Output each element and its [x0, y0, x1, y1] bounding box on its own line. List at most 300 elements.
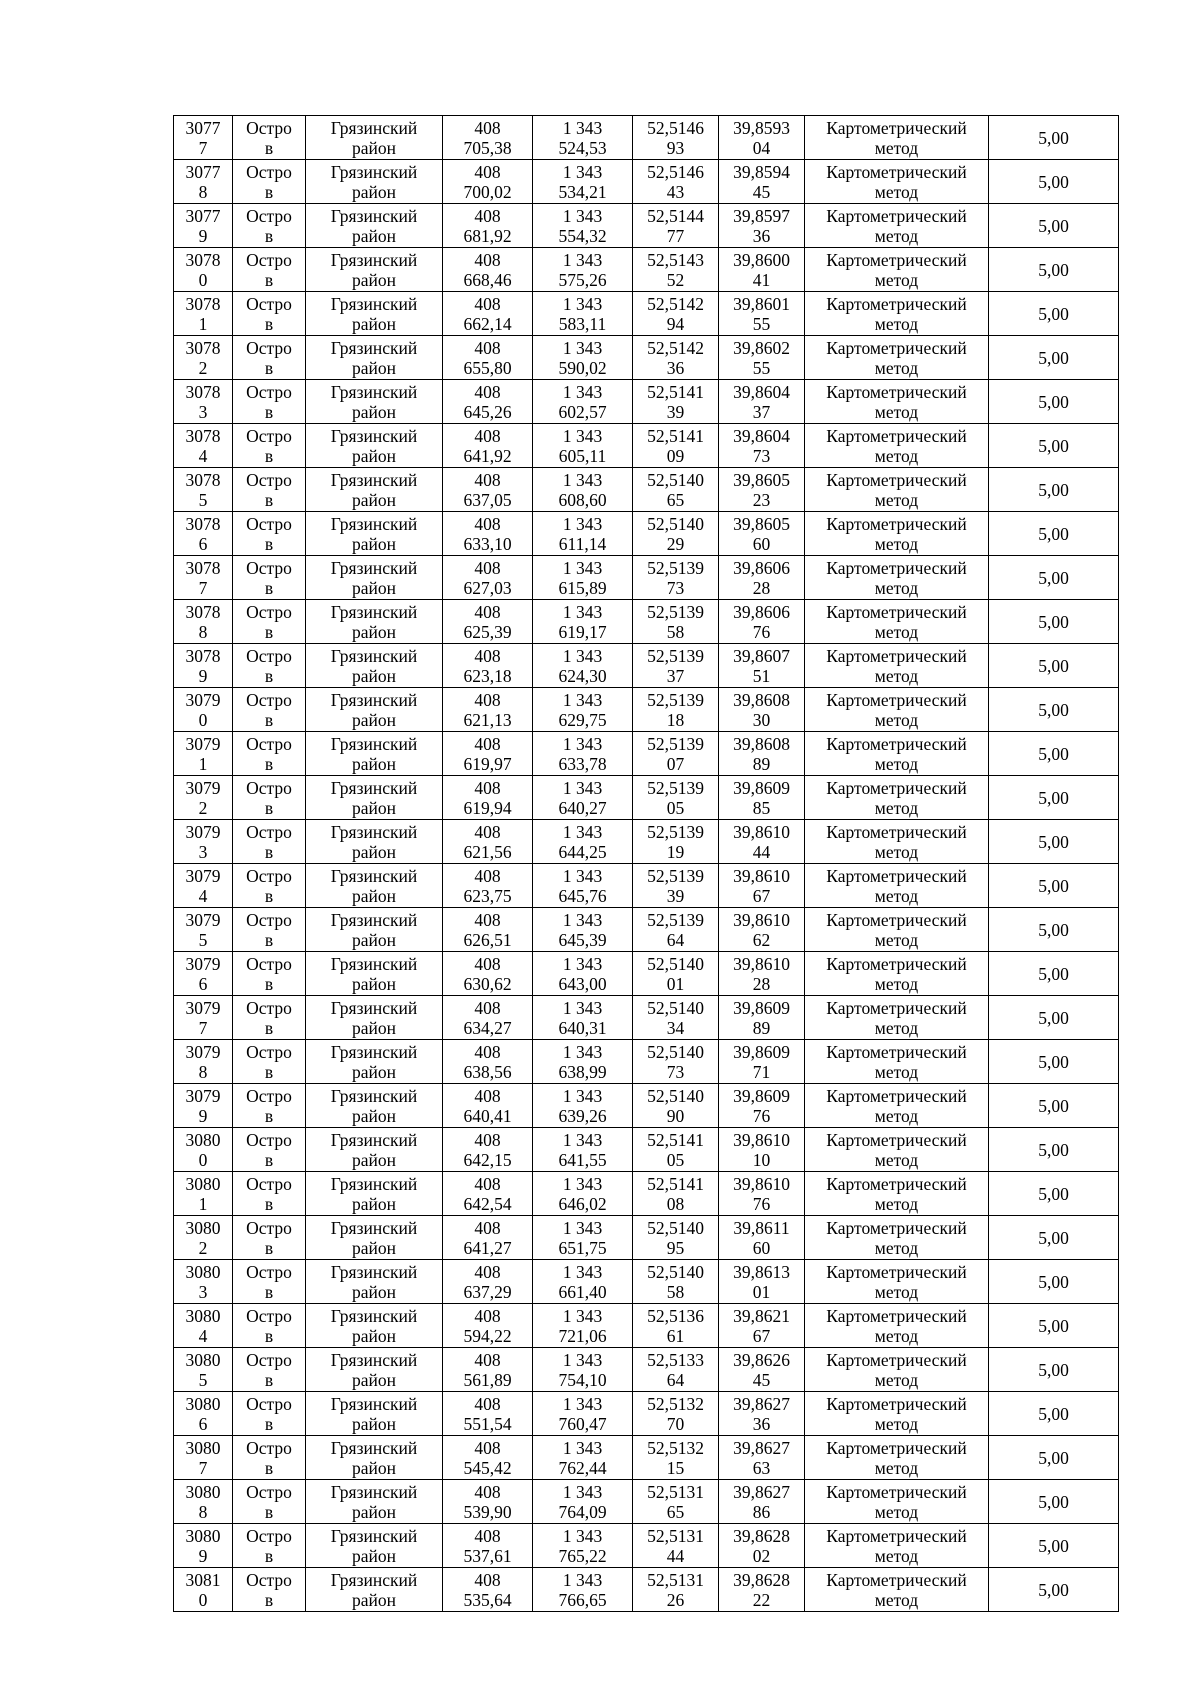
district-part1: Грязинский: [330, 381, 418, 402]
longitude-cell: [719, 1392, 805, 1436]
district-cell: [306, 1260, 443, 1304]
point-number-part1: 3079: [185, 1041, 221, 1062]
point-number-part1: 3079: [185, 689, 221, 710]
y-coordinate-cell: [533, 1480, 633, 1524]
point-number-part1: 3080: [185, 1393, 221, 1414]
x-coordinate-cell: [443, 820, 533, 864]
longitude-part1: 39,8609: [733, 997, 790, 1018]
accuracy-value: 5,00: [1038, 304, 1069, 324]
x-coordinate-part2: 625,39: [463, 621, 512, 642]
method-cell: [805, 556, 989, 600]
object-type-cell: [233, 556, 306, 600]
method-part2: метод: [874, 225, 919, 246]
x-coordinate-cell: [443, 732, 533, 776]
latitude-part2: 39: [666, 401, 685, 422]
district-part2: район: [352, 445, 396, 466]
y-coordinate-cell: [533, 380, 633, 424]
point-number-part1: 3078: [185, 293, 221, 314]
object-type-part2: в: [264, 489, 274, 510]
y-coordinate-cell: [533, 1436, 633, 1480]
latitude-part1: 52,5146: [647, 117, 704, 138]
accuracy-cell: [989, 160, 1119, 204]
method-part1: Картометрический: [826, 645, 967, 666]
district-part2: район: [352, 753, 396, 774]
point-number-part1: 3079: [185, 909, 221, 930]
table-row: [174, 644, 1119, 688]
y-coordinate-part1: 1 343: [562, 601, 603, 622]
method-part2: метод: [874, 885, 919, 906]
point-number-part1: 3079: [185, 821, 221, 842]
accuracy-value: 5,00: [1038, 1580, 1069, 1600]
longitude-part1: 39,8604: [733, 381, 790, 402]
y-coordinate-cell: [533, 1172, 633, 1216]
point-number-part1: 3080: [185, 1481, 221, 1502]
latitude-part2: 61: [666, 1325, 685, 1346]
y-coordinate-cell: [533, 1524, 633, 1568]
district-cell: [306, 864, 443, 908]
object-type-cell: [233, 1172, 306, 1216]
object-type-part2: в: [264, 1369, 274, 1390]
object-type-part2: в: [264, 1325, 274, 1346]
latitude-part2: 64: [666, 1369, 685, 1390]
x-coordinate-part1: 408: [474, 645, 501, 666]
method-cell: [805, 292, 989, 336]
x-coordinate-part2: 619,94: [463, 797, 512, 818]
table-row: [174, 1040, 1119, 1084]
point-number-cell: [174, 116, 233, 160]
object-type-part1: Остро: [246, 1481, 292, 1502]
longitude-part2: 45: [752, 181, 771, 202]
accuracy-cell: [989, 908, 1119, 952]
longitude-cell: [719, 644, 805, 688]
accuracy-value: 5,00: [1038, 1184, 1069, 1204]
point-number-cell: [174, 864, 233, 908]
y-coordinate-cell: [533, 336, 633, 380]
method-part1: Картометрический: [826, 1041, 967, 1062]
method-part2: метод: [874, 1017, 919, 1038]
longitude-part2: 22: [752, 1589, 771, 1610]
longitude-part2: 41: [752, 269, 771, 290]
latitude-part1: 52,5140: [647, 1085, 704, 1106]
point-number-part1: 3080: [185, 1129, 221, 1150]
x-coordinate-part2: 705,38: [463, 137, 512, 158]
x-coordinate-cell: [443, 336, 533, 380]
longitude-part1: 39,8611: [733, 1217, 790, 1238]
latitude-cell: [633, 424, 719, 468]
y-coordinate-cell: [533, 820, 633, 864]
object-type-part1: Остро: [246, 205, 292, 226]
latitude-part1: 52,5140: [647, 997, 704, 1018]
district-part1: Грязинский: [330, 1437, 418, 1458]
x-coordinate-part2: 619,97: [463, 753, 512, 774]
longitude-part2: 85: [752, 797, 771, 818]
district-part1: Грязинский: [330, 1569, 418, 1590]
x-coordinate-part2: 537,61: [463, 1545, 512, 1566]
point-number-cell: [174, 1480, 233, 1524]
district-part2: район: [352, 357, 396, 378]
longitude-cell: [719, 688, 805, 732]
object-type-cell: [233, 776, 306, 820]
district-part1: Грязинский: [330, 1393, 418, 1414]
y-coordinate-part1: 1 343: [562, 1217, 603, 1238]
object-type-cell: [233, 1216, 306, 1260]
y-coordinate-part1: 1 343: [562, 205, 603, 226]
y-coordinate-part1: 1 343: [562, 1173, 603, 1194]
point-number-cell: [174, 1392, 233, 1436]
y-coordinate-part1: 1 343: [562, 1569, 603, 1590]
object-type-cell: [233, 1040, 306, 1084]
district-part1: Грязинский: [330, 733, 418, 754]
method-cell: [805, 1304, 989, 1348]
y-coordinate-part1: 1 343: [562, 1041, 603, 1062]
x-coordinate-part2: 561,89: [463, 1369, 512, 1390]
latitude-cell: [633, 1304, 719, 1348]
longitude-part1: 39,8602: [733, 337, 790, 358]
table-row: [174, 1524, 1119, 1568]
district-cell: [306, 556, 443, 600]
latitude-cell: [633, 248, 719, 292]
longitude-cell: [719, 292, 805, 336]
object-type-part2: в: [264, 181, 274, 202]
y-coordinate-part1: 1 343: [562, 337, 603, 358]
method-part1: Картометрический: [826, 777, 967, 798]
object-type-part1: Остро: [246, 821, 292, 842]
x-coordinate-part1: 408: [474, 1261, 501, 1282]
longitude-cell: [719, 1304, 805, 1348]
object-type-part2: в: [264, 1545, 274, 1566]
method-part1: Картометрический: [826, 953, 967, 974]
object-type-part1: Остро: [246, 557, 292, 578]
point-number-cell: [174, 1128, 233, 1172]
y-coordinate-part2: 641,55: [558, 1149, 607, 1170]
longitude-cell: [719, 1260, 805, 1304]
latitude-part1: 52,5139: [647, 909, 704, 930]
method-part2: метод: [874, 1457, 919, 1478]
point-number-cell: [174, 1084, 233, 1128]
point-number-part1: 3078: [185, 249, 221, 270]
district-cell: [306, 1568, 443, 1612]
method-part1: Картометрический: [826, 1217, 967, 1238]
method-part1: Картометрический: [826, 1305, 967, 1326]
method-cell: [805, 1480, 989, 1524]
x-coordinate-part1: 408: [474, 293, 501, 314]
longitude-part1: 39,8610: [733, 865, 790, 886]
district-cell: [306, 248, 443, 292]
x-coordinate-cell: [443, 1436, 533, 1480]
district-cell: [306, 1216, 443, 1260]
district-part2: район: [352, 137, 396, 158]
method-cell: [805, 248, 989, 292]
point-number-cell: [174, 1524, 233, 1568]
x-coordinate-cell: [443, 776, 533, 820]
method-part1: Картометрический: [826, 249, 967, 270]
point-number-part1: 3077: [185, 161, 221, 182]
object-type-part2: в: [264, 797, 274, 818]
x-coordinate-part1: 408: [474, 1217, 501, 1238]
object-type-part1: Остро: [246, 161, 292, 182]
point-number-cell: [174, 1348, 233, 1392]
point-number-part1: 3080: [185, 1305, 221, 1326]
method-cell: [805, 1392, 989, 1436]
latitude-part1: 52,5132: [647, 1437, 704, 1458]
district-part1: Грязинский: [330, 557, 418, 578]
object-type-part2: в: [264, 1017, 274, 1038]
point-number-cell: [174, 908, 233, 952]
method-cell: [805, 424, 989, 468]
object-type-part1: Остро: [246, 117, 292, 138]
latitude-cell: [633, 644, 719, 688]
latitude-part1: 52,5140: [647, 513, 704, 534]
object-type-part1: Остро: [246, 689, 292, 710]
y-coordinate-part2: 638,99: [558, 1061, 607, 1082]
y-coordinate-part2: 661,40: [558, 1281, 607, 1302]
longitude-part2: 89: [752, 1017, 771, 1038]
method-part2: метод: [874, 665, 919, 686]
method-part2: метод: [874, 1589, 919, 1610]
district-part1: Грязинский: [330, 645, 418, 666]
y-coordinate-part2: 602,57: [558, 401, 607, 422]
y-coordinate-part1: 1 343: [562, 689, 603, 710]
longitude-part1: 39,8593: [733, 117, 790, 138]
object-type-part1: Остро: [246, 381, 292, 402]
y-coordinate-part2: 590,02: [558, 357, 607, 378]
point-number-part1: 3080: [185, 1173, 221, 1194]
point-number-cell: [174, 644, 233, 688]
method-part1: Картометрический: [826, 1173, 967, 1194]
x-coordinate-part1: 408: [474, 249, 501, 270]
y-coordinate-part1: 1 343: [562, 381, 603, 402]
longitude-part2: 55: [752, 357, 771, 378]
latitude-part1: 52,5141: [647, 1129, 704, 1150]
x-coordinate-part2: 638,56: [463, 1061, 512, 1082]
y-coordinate-part1: 1 343: [562, 953, 603, 974]
method-cell: [805, 776, 989, 820]
longitude-part1: 39,8621: [733, 1305, 790, 1326]
method-cell: [805, 1172, 989, 1216]
y-coordinate-part2: 640,27: [558, 797, 607, 818]
object-type-part1: Остро: [246, 1437, 292, 1458]
x-coordinate-part2: 637,05: [463, 489, 512, 510]
point-number-cell: [174, 512, 233, 556]
method-part1: Картометрический: [826, 1349, 967, 1370]
object-type-part2: в: [264, 1149, 274, 1170]
method-part2: метод: [874, 577, 919, 598]
longitude-part1: 39,8606: [733, 557, 790, 578]
method-part1: Картометрический: [826, 557, 967, 578]
x-coordinate-cell: [443, 908, 533, 952]
object-type-part1: Остро: [246, 909, 292, 930]
latitude-part1: 52,5141: [647, 425, 704, 446]
district-part2: район: [352, 577, 396, 598]
x-coordinate-cell: [443, 380, 533, 424]
longitude-part1: 39,8606: [733, 601, 790, 622]
object-type-cell: [233, 688, 306, 732]
y-coordinate-part1: 1 343: [562, 865, 603, 886]
accuracy-cell: [989, 1084, 1119, 1128]
x-coordinate-part1: 408: [474, 821, 501, 842]
point-number-part2: 6: [198, 533, 208, 554]
x-coordinate-part2: 645,26: [463, 401, 512, 422]
point-number-part2: 8: [198, 1501, 208, 1522]
object-type-part1: Остро: [246, 469, 292, 490]
point-number-part2: 3: [198, 841, 208, 862]
method-part2: метод: [874, 1369, 919, 1390]
point-number-part1: 3080: [185, 1525, 221, 1546]
longitude-cell: [719, 1084, 805, 1128]
y-coordinate-part1: 1 343: [562, 117, 603, 138]
point-number-cell: [174, 204, 233, 248]
accuracy-value: 5,00: [1038, 216, 1069, 236]
y-coordinate-cell: [533, 292, 633, 336]
district-cell: [306, 996, 443, 1040]
table-row: [174, 248, 1119, 292]
table-row: [174, 688, 1119, 732]
latitude-cell: [633, 1480, 719, 1524]
point-number-part2: 0: [198, 1589, 208, 1610]
accuracy-value: 5,00: [1038, 700, 1069, 720]
object-type-cell: [233, 336, 306, 380]
point-number-part2: 5: [198, 489, 208, 510]
district-cell: [306, 1128, 443, 1172]
table-row: [174, 1436, 1119, 1480]
latitude-part2: 05: [666, 797, 685, 818]
point-number-part2: 3: [198, 1281, 208, 1302]
longitude-part2: 60: [752, 533, 771, 554]
accuracy-cell: [989, 1568, 1119, 1612]
longitude-part1: 39,8600: [733, 249, 790, 270]
table-row: [174, 1568, 1119, 1612]
longitude-cell: [719, 512, 805, 556]
point-number-part1: 3078: [185, 425, 221, 446]
object-type-cell: [233, 1128, 306, 1172]
latitude-part2: 19: [666, 841, 685, 862]
point-number-cell: [174, 1172, 233, 1216]
object-type-part2: в: [264, 577, 274, 598]
district-cell: [306, 468, 443, 512]
longitude-cell: [719, 820, 805, 864]
object-type-cell: [233, 1480, 306, 1524]
point-number-part1: 3081: [185, 1569, 221, 1590]
x-coordinate-part2: 641,27: [463, 1237, 512, 1258]
district-cell: [306, 204, 443, 248]
y-coordinate-part2: 643,00: [558, 973, 607, 994]
point-number-cell: [174, 1436, 233, 1480]
table-row: [174, 1392, 1119, 1436]
longitude-part2: 67: [752, 885, 771, 906]
point-number-part2: 9: [198, 1105, 208, 1126]
district-cell: [306, 1348, 443, 1392]
district-part1: Грязинский: [330, 425, 418, 446]
y-coordinate-part1: 1 343: [562, 1525, 603, 1546]
method-part1: Картометрический: [826, 469, 967, 490]
district-part1: Грязинский: [330, 1041, 418, 1062]
accuracy-cell: [989, 1524, 1119, 1568]
method-cell: [805, 820, 989, 864]
longitude-cell: [719, 1524, 805, 1568]
district-part1: Грязинский: [330, 1305, 418, 1326]
method-part1: Картометрический: [826, 1481, 967, 1502]
method-cell: [805, 1568, 989, 1612]
accuracy-cell: [989, 1348, 1119, 1392]
longitude-part1: 39,8609: [733, 777, 790, 798]
district-part2: район: [352, 489, 396, 510]
longitude-part1: 39,8610: [733, 909, 790, 930]
x-coordinate-cell: [443, 1304, 533, 1348]
point-number-part2: 7: [198, 1457, 208, 1478]
district-cell: [306, 1480, 443, 1524]
method-cell: [805, 1216, 989, 1260]
y-coordinate-cell: [533, 1392, 633, 1436]
latitude-cell: [633, 1040, 719, 1084]
method-cell: [805, 908, 989, 952]
accuracy-cell: [989, 336, 1119, 380]
y-coordinate-part2: 611,14: [558, 533, 607, 554]
longitude-part2: 28: [752, 577, 771, 598]
x-coordinate-part2: 630,62: [463, 973, 512, 994]
point-number-part1: 3080: [185, 1261, 221, 1282]
y-coordinate-part2: 605,11: [558, 445, 607, 466]
point-number-cell: [174, 556, 233, 600]
latitude-part1: 52,5143: [647, 249, 704, 270]
accuracy-value: 5,00: [1038, 1140, 1069, 1160]
district-part1: Грязинский: [330, 601, 418, 622]
method-cell: [805, 380, 989, 424]
longitude-part1: 39,8613: [733, 1261, 790, 1282]
accuracy-cell: [989, 688, 1119, 732]
latitude-part1: 52,5139: [647, 557, 704, 578]
longitude-cell: [719, 160, 805, 204]
point-number-part2: 7: [198, 1017, 208, 1038]
accuracy-value: 5,00: [1038, 348, 1069, 368]
y-coordinate-part2: 608,60: [558, 489, 607, 510]
object-type-cell: [233, 116, 306, 160]
y-coordinate-part1: 1 343: [562, 1437, 603, 1458]
latitude-part1: 52,5132: [647, 1393, 704, 1414]
point-number-part2: 9: [198, 225, 208, 246]
longitude-cell: [719, 116, 805, 160]
district-part1: Грязинский: [330, 1525, 418, 1546]
method-cell: [805, 160, 989, 204]
latitude-part2: 01: [666, 973, 685, 994]
object-type-part2: в: [264, 1281, 274, 1302]
longitude-part1: 39,8626: [733, 1349, 790, 1370]
y-coordinate-cell: [533, 600, 633, 644]
table-row: [174, 600, 1119, 644]
district-part1: Грязинский: [330, 689, 418, 710]
y-coordinate-part1: 1 343: [562, 1085, 603, 1106]
longitude-cell: [719, 1172, 805, 1216]
longitude-cell: [719, 732, 805, 776]
point-number-part2: 2: [198, 797, 208, 818]
district-part1: Грязинский: [330, 777, 418, 798]
district-cell: [306, 160, 443, 204]
table-row: [174, 512, 1119, 556]
latitude-cell: [633, 600, 719, 644]
x-coordinate-part2: 594,22: [463, 1325, 512, 1346]
district-cell: [306, 820, 443, 864]
x-coordinate-cell: [443, 248, 533, 292]
accuracy-cell: [989, 1216, 1119, 1260]
district-part1: Грязинский: [330, 513, 418, 534]
y-coordinate-part2: 765,22: [558, 1545, 607, 1566]
district-part2: район: [352, 401, 396, 422]
latitude-cell: [633, 468, 719, 512]
object-type-part2: в: [264, 1105, 274, 1126]
point-number-part1: 3080: [185, 1437, 221, 1458]
table-row: [174, 776, 1119, 820]
object-type-part1: Остро: [246, 1261, 292, 1282]
district-part1: Грязинский: [330, 821, 418, 842]
